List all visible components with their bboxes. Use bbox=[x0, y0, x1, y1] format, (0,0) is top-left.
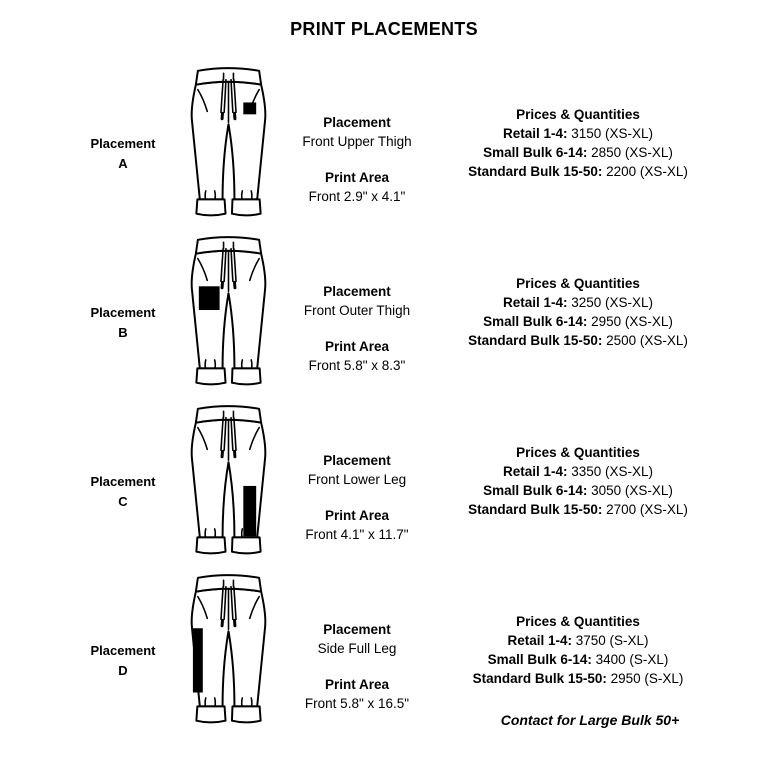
price-tier-label: Standard Bulk 15-50: bbox=[472, 671, 607, 686]
print-area-marker bbox=[243, 486, 256, 536]
price-value: 3400 (S-XL) bbox=[595, 652, 669, 667]
price-value: 2850 (XS-XL) bbox=[591, 145, 673, 160]
price-line bbox=[442, 143, 714, 162]
price-line bbox=[442, 331, 714, 350]
price-tier-label: Standard Bulk 15-50: bbox=[468, 333, 603, 348]
price-tier-label: Standard Bulk 15-50: bbox=[468, 502, 603, 517]
price-value: 2950 (XS-XL) bbox=[591, 314, 673, 329]
price-value: 2700 (XS-XL) bbox=[606, 502, 688, 517]
price-line bbox=[442, 669, 714, 688]
price-tier-label: Retail 1-4: bbox=[502, 295, 568, 310]
pants-column bbox=[185, 566, 272, 735]
price-line bbox=[442, 500, 714, 519]
print-area-size: Front 5.8" x 8.3" bbox=[308, 358, 406, 373]
placement-label-letter: C bbox=[118, 494, 128, 509]
placement-label-letter: A bbox=[118, 156, 128, 171]
price-tier-label: Small Bulk 6-14: bbox=[483, 314, 588, 329]
price-value: 3150 (XS-XL) bbox=[571, 126, 654, 141]
placement-details bbox=[272, 397, 442, 566]
print-area-size: Front 4.1" x 11.7" bbox=[305, 527, 409, 542]
print-area-heading: Print Area bbox=[324, 339, 390, 354]
placement-row-c bbox=[61, 397, 714, 566]
prices-block bbox=[442, 566, 714, 735]
price-value: 3350 (XS-XL) bbox=[571, 464, 654, 479]
price-value: 2500 (XS-XL) bbox=[606, 333, 688, 348]
prices-heading: Prices & Quantities bbox=[516, 445, 640, 460]
joggers-illustration bbox=[185, 231, 272, 393]
price-value: 3250 (XS-XL) bbox=[571, 295, 654, 310]
price-value: 2200 (XS-XL) bbox=[606, 164, 688, 179]
price-value: 3050 (XS-XL) bbox=[591, 483, 673, 498]
placement-heading: Placement bbox=[323, 622, 391, 637]
print-area-heading: Print Area bbox=[324, 677, 390, 692]
price-tier-label: Retail 1-4: bbox=[507, 633, 572, 648]
placement-heading: Placement bbox=[323, 115, 391, 130]
placement-location: Front Upper Thigh bbox=[302, 134, 412, 149]
print-area-marker bbox=[199, 286, 220, 310]
print-area-size: Front 5.8" x 16.5" bbox=[304, 696, 410, 711]
price-line bbox=[442, 631, 714, 650]
print-area-heading: Print Area bbox=[324, 170, 390, 185]
price-line bbox=[442, 162, 714, 181]
print-area-size: Front 2.9" x 4.1" bbox=[308, 189, 406, 204]
print-area-heading: Print Area bbox=[324, 508, 390, 523]
price-line bbox=[442, 312, 714, 331]
placement-label-c bbox=[61, 397, 185, 566]
placement-label-b bbox=[61, 228, 185, 397]
placement-details bbox=[272, 59, 442, 228]
placement-location: Front Lower Leg bbox=[307, 472, 407, 487]
price-value: 3750 (S-XL) bbox=[575, 633, 649, 648]
placement-label-word: Placement bbox=[90, 474, 156, 489]
placement-label-word: Placement bbox=[90, 136, 156, 151]
joggers-illustration bbox=[185, 400, 272, 562]
prices-block bbox=[442, 59, 714, 228]
placement-details bbox=[272, 228, 442, 397]
print-area-marker bbox=[243, 102, 256, 114]
placement-label-d bbox=[61, 566, 185, 735]
price-line bbox=[442, 124, 714, 143]
price-tier-label: Standard Bulk 15-50: bbox=[468, 164, 603, 179]
placement-label-word: Placement bbox=[90, 305, 156, 320]
prices-heading: Prices & Quantities bbox=[516, 276, 640, 291]
price-line bbox=[442, 481, 714, 500]
price-tier-label: Retail 1-4: bbox=[502, 126, 568, 141]
placement-location: Front Outer Thigh bbox=[303, 303, 411, 318]
placement-label-letter: D bbox=[118, 663, 128, 678]
placement-heading: Placement bbox=[323, 284, 391, 299]
footer-note: Contact for Large Bulk 50+ bbox=[500, 712, 680, 728]
price-tier-label: Small Bulk 6-14: bbox=[483, 483, 588, 498]
prices-block bbox=[442, 397, 714, 566]
placement-row-d bbox=[61, 566, 714, 735]
price-tier-label: Small Bulk 6-14: bbox=[487, 652, 592, 667]
placement-heading: Placement bbox=[323, 453, 391, 468]
placement-row-b bbox=[61, 228, 714, 397]
price-line bbox=[442, 650, 714, 669]
placement-details bbox=[272, 566, 442, 735]
price-line bbox=[442, 293, 714, 312]
joggers-illustration bbox=[185, 569, 272, 731]
prices-heading: Prices & Quantities bbox=[516, 107, 640, 122]
page-title: PRINT PLACEMENTS bbox=[290, 19, 478, 39]
price-tier-label: Small Bulk 6-14: bbox=[483, 145, 588, 160]
price-line bbox=[442, 462, 714, 481]
prices-block bbox=[442, 228, 714, 397]
pants-column bbox=[185, 397, 272, 566]
print-area-marker bbox=[193, 628, 203, 692]
placement-label-word: Placement bbox=[90, 643, 156, 658]
pants-column bbox=[185, 59, 272, 228]
placement-label-a bbox=[61, 59, 185, 228]
joggers-illustration bbox=[185, 62, 272, 224]
pants-column bbox=[185, 228, 272, 397]
price-tier-label: Retail 1-4: bbox=[502, 464, 568, 479]
placement-label-letter: B bbox=[118, 325, 128, 340]
placement-rows bbox=[61, 59, 714, 735]
placement-row-a bbox=[61, 59, 714, 228]
placement-location: Side Full Leg bbox=[317, 641, 397, 656]
prices-heading: Prices & Quantities bbox=[516, 614, 640, 629]
price-value: 2950 (S-XL) bbox=[610, 671, 684, 686]
